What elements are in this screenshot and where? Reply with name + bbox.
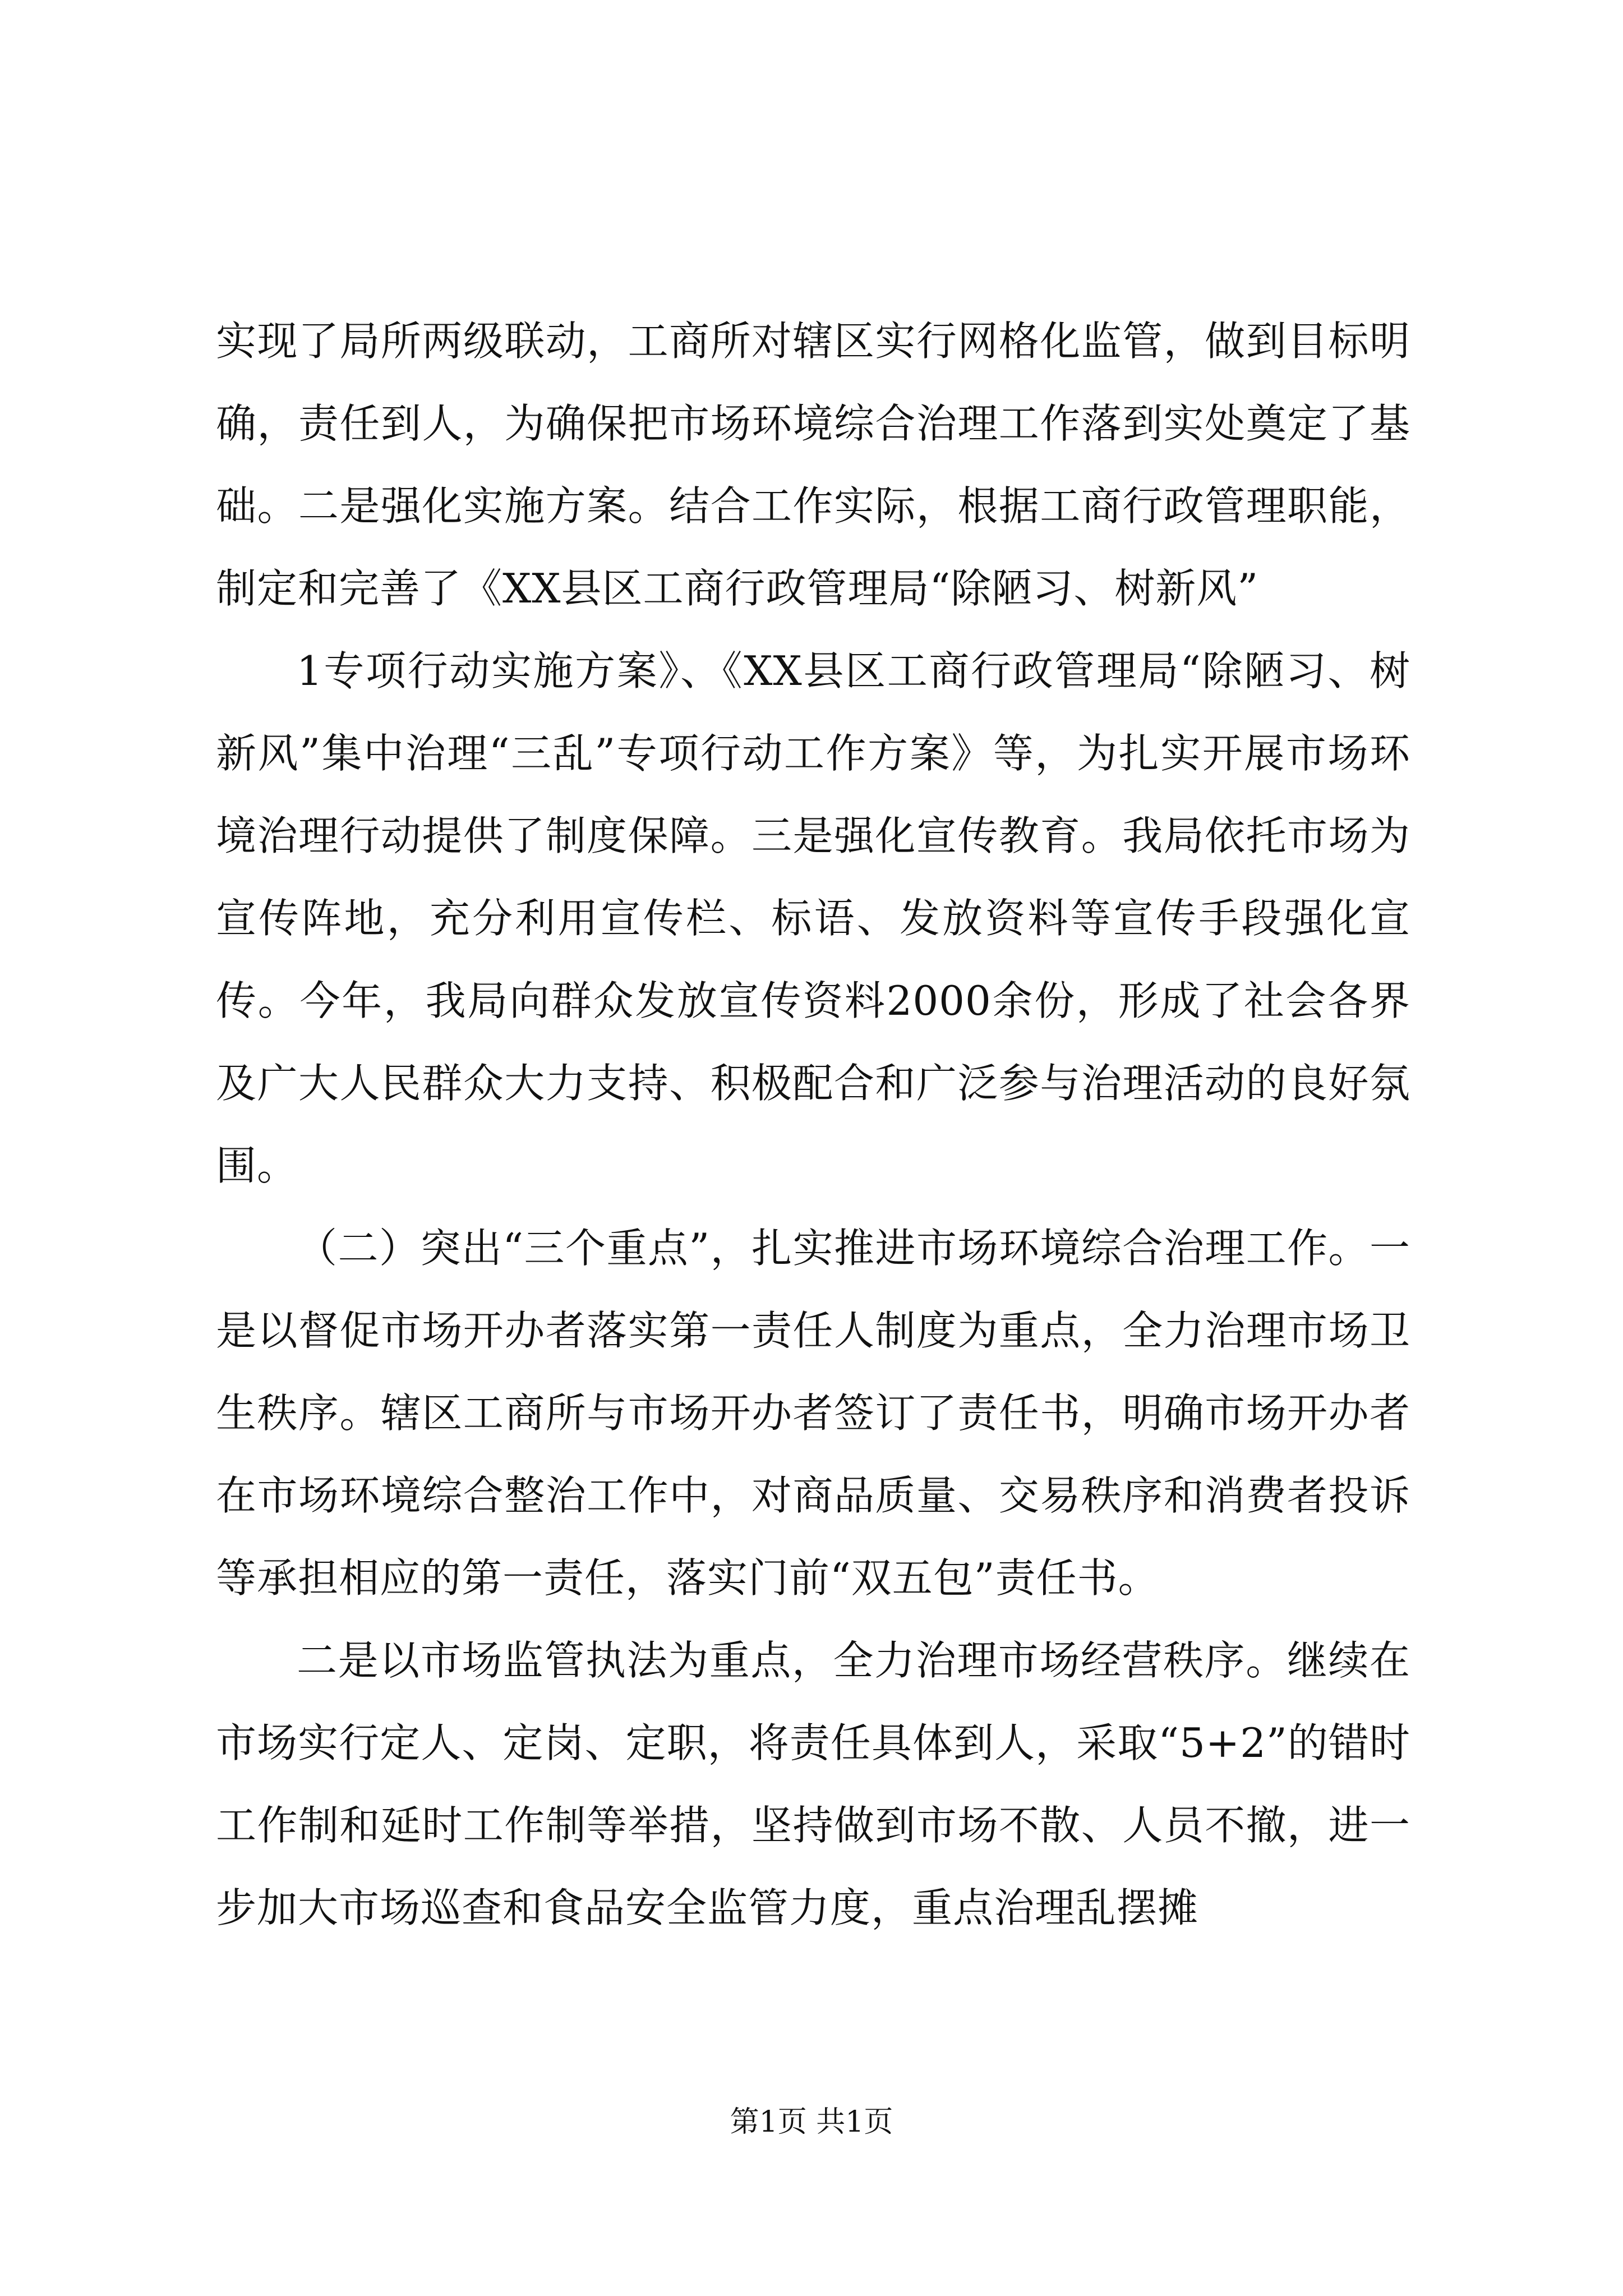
page-number-label: 第1页 共1页	[730, 2105, 893, 2139]
document-body	[216, 300, 1410, 1949]
paragraph-3: （二）突出“三个重点”，扎实推进市场环境综合治理工作。一是以督促市场开办者落实第一责任人制度为重点，全力治理市场卫生秩序。辖区工商所与市场开办者签订了责任书，明确市场开办者在市场环境综合整治工作中，对商品质量、交易秩序和消费者投诉等承担相应的第一责任，落实门前“双五包”责任书。	[216, 1225, 1410, 1602]
paragraph-4: 二是以市场监管执法为重点，全力治理市场经营秩序。继续在市场实行定人、定岗、定职，将责任具体到人，采取“5+2”的错时工作制和延时工作制等举措，坚持做到市场不散、人员不撤，进一步加大市场巡查和食品安全监管力度，重点治理乱摆摊	[216, 1637, 1410, 1931]
paragraph-1: 实现了局所两级联动，工商所对辖区实行网格化监管，做到目标明确，责任到人，为确保把市场环境综合治理工作落到实处奠定了基础。二是强化实施方案。结合工作实际，根据工商行政管理职能，制定和完善了《XX县区工商行政管理局“除陋习、树新风”	[216, 318, 1410, 612]
paragraph-2: 1专项行动实施方案》、《XX县区工商行政管理局“除陋习、树新风”集中治理“三乱”专项行动工作方案》等，为扎实开展市场环境治理行动提供了制度保障。三是强化宣传教育。我局依托市场为宣传阵地，充分利用宣传栏、标语、发放资料等宣传手段强化宣传。今年，我局向群众发放宣传资料2000余份，形成了社会各界及广大人民群众大力支持、积极配合和广泛参与治理活动的良好氛围。	[216, 647, 1410, 1189]
page-footer	[0, 2102, 1623, 2142]
